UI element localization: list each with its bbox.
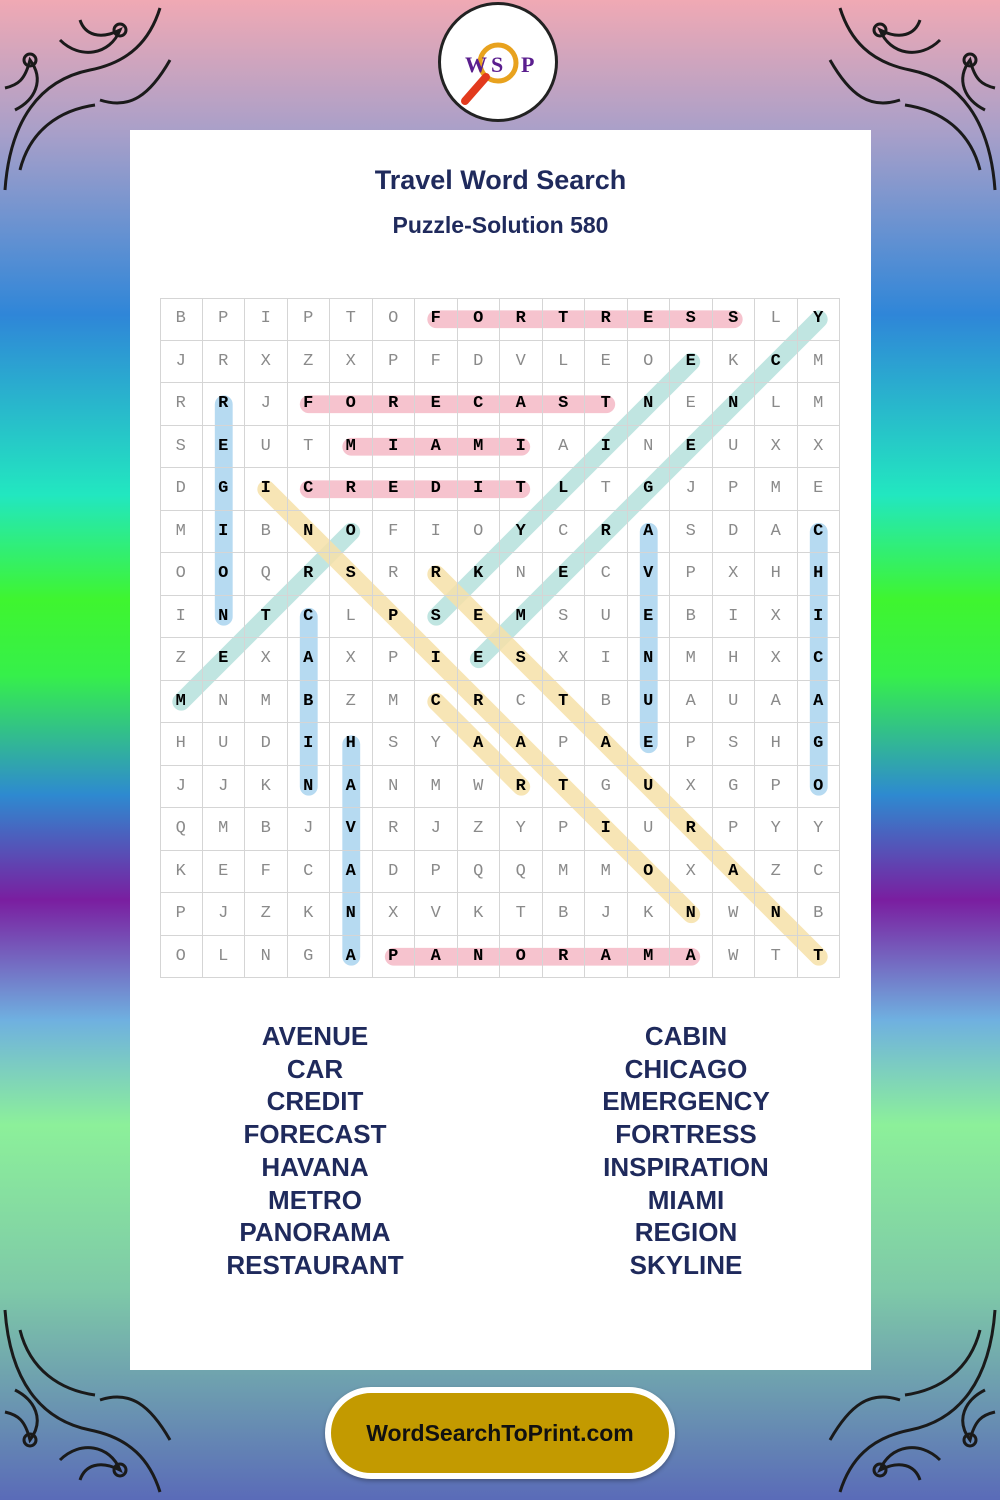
- grid-cell: A: [755, 511, 798, 554]
- grid-cell: C: [415, 681, 458, 724]
- word-list-item: INSPIRATION: [603, 1151, 769, 1182]
- grid-cell: F: [245, 851, 288, 894]
- word-list-item: CHICAGO: [624, 1053, 748, 1084]
- grid-cell: N: [373, 766, 416, 809]
- word-list-item: CAR: [286, 1053, 344, 1084]
- grid-cell: O: [330, 383, 373, 426]
- grid-cell: A: [330, 766, 373, 809]
- grid-cell: Q: [500, 851, 543, 894]
- grid-cell: U: [713, 426, 756, 469]
- grid-cell: M: [670, 638, 713, 681]
- grid-cell: S: [160, 426, 203, 469]
- grid-cell: C: [798, 511, 841, 554]
- grid-cell: J: [203, 893, 246, 936]
- grid-cell: S: [713, 298, 756, 341]
- grid-cell: I: [288, 723, 331, 766]
- grid-cell: I: [245, 468, 288, 511]
- word-list-item: FORECAST: [243, 1119, 387, 1150]
- grid-cell: A: [585, 723, 628, 766]
- grid-cell: E: [458, 596, 501, 639]
- grid-cell: X: [373, 893, 416, 936]
- grid-cell: K: [245, 766, 288, 809]
- grid-cell: K: [628, 893, 671, 936]
- grid-cell: M: [500, 596, 543, 639]
- grid-cell: J: [160, 766, 203, 809]
- grid-cell: K: [288, 893, 331, 936]
- grid-cell: O: [203, 553, 246, 596]
- grid-cell: E: [628, 723, 671, 766]
- grid-cell: M: [203, 808, 246, 851]
- grid-cell: P: [670, 553, 713, 596]
- grid-cell: R: [288, 553, 331, 596]
- grid-cell: N: [203, 596, 246, 639]
- word-list-item: PANORAMA: [239, 1217, 391, 1248]
- grid-cell: N: [670, 893, 713, 936]
- grid-cell: A: [500, 383, 543, 426]
- grid-cell: J: [288, 808, 331, 851]
- grid-cell: I: [458, 468, 501, 511]
- grid-cell: V: [415, 893, 458, 936]
- grid-cell: C: [755, 341, 798, 384]
- word-list-right: [501, 1020, 871, 1282]
- grid-cell: O: [160, 936, 203, 979]
- grid-cell: E: [203, 851, 246, 894]
- grid-cell: A: [415, 936, 458, 979]
- grid-cell: B: [585, 681, 628, 724]
- grid-cell: Q: [458, 851, 501, 894]
- grid-cell: X: [755, 596, 798, 639]
- grid-cell: R: [500, 298, 543, 341]
- grid-cell: C: [798, 851, 841, 894]
- grid-cell: U: [245, 426, 288, 469]
- grid-cell: B: [288, 681, 331, 724]
- grid-cell: E: [415, 383, 458, 426]
- grid-cell: R: [585, 511, 628, 554]
- grid-cell: E: [458, 638, 501, 681]
- grid-cell: S: [330, 553, 373, 596]
- grid-cell: C: [500, 681, 543, 724]
- magnifier-icon: [441, 5, 555, 119]
- grid-cell: U: [628, 808, 671, 851]
- grid-cell: Q: [245, 553, 288, 596]
- grid-cell: T: [585, 468, 628, 511]
- website-label: WordSearchToPrint.com: [366, 1419, 634, 1446]
- grid-cell: C: [288, 596, 331, 639]
- grid-cell: M: [330, 426, 373, 469]
- grid-cell: F: [288, 383, 331, 426]
- grid-cell: P: [543, 723, 586, 766]
- grid-cell: X: [755, 638, 798, 681]
- grid-cell: G: [203, 468, 246, 511]
- grid-cell: N: [330, 893, 373, 936]
- grid-cell: E: [628, 298, 671, 341]
- grid-cell: B: [245, 808, 288, 851]
- grid-cell: K: [160, 851, 203, 894]
- grid-cell: R: [373, 553, 416, 596]
- grid-cell: A: [798, 681, 841, 724]
- grid-cell: O: [628, 341, 671, 384]
- grid-cell: P: [713, 468, 756, 511]
- grid-cell: A: [500, 723, 543, 766]
- grid-cell: T: [500, 468, 543, 511]
- logo-letter-p: P: [521, 52, 535, 77]
- grid-cell: P: [373, 936, 416, 979]
- grid-cell: O: [160, 553, 203, 596]
- grid-cell: I: [415, 511, 458, 554]
- grid-cell: A: [713, 851, 756, 894]
- grid-cell: P: [203, 298, 246, 341]
- letter-grid: [160, 298, 840, 978]
- grid-cell: L: [755, 298, 798, 341]
- grid-cell: B: [543, 893, 586, 936]
- grid-cell: U: [628, 766, 671, 809]
- grid-cell: X: [670, 766, 713, 809]
- grid-cell: Y: [755, 808, 798, 851]
- grid-cell: T: [798, 936, 841, 979]
- grid-cell: S: [415, 596, 458, 639]
- grid-cell: H: [713, 638, 756, 681]
- grid-cell: A: [288, 638, 331, 681]
- grid-cell: G: [585, 766, 628, 809]
- grid-cell: M: [798, 383, 841, 426]
- grid-cell: O: [798, 766, 841, 809]
- grid-cell: O: [330, 511, 373, 554]
- grid-cell: D: [458, 341, 501, 384]
- logo-letter-s: S: [491, 52, 504, 77]
- grid-cell: Y: [798, 808, 841, 851]
- grid-cell: P: [288, 298, 331, 341]
- grid-cell: M: [245, 681, 288, 724]
- wsp-logo: [438, 2, 558, 122]
- grid-cell: M: [415, 766, 458, 809]
- grid-cell: C: [458, 383, 501, 426]
- word-list-item: CABIN: [644, 1021, 728, 1051]
- grid-cell: X: [755, 426, 798, 469]
- grid-cell: O: [458, 511, 501, 554]
- grid-cell: T: [755, 936, 798, 979]
- grid-cell: H: [160, 723, 203, 766]
- grid-cell: V: [500, 341, 543, 384]
- grid-cell: M: [160, 681, 203, 724]
- grid-cell: J: [245, 383, 288, 426]
- grid-cell: X: [245, 638, 288, 681]
- grid-cell: P: [670, 723, 713, 766]
- grid-cell: N: [713, 383, 756, 426]
- grid-cell: E: [628, 596, 671, 639]
- grid-cell: H: [755, 553, 798, 596]
- logo-letter-w: W: [465, 52, 487, 77]
- grid-cell: Z: [160, 638, 203, 681]
- grid-cell: I: [713, 596, 756, 639]
- grid-cell: H: [798, 553, 841, 596]
- grid-cell: P: [543, 808, 586, 851]
- grid-cell: T: [245, 596, 288, 639]
- grid-cell: O: [458, 298, 501, 341]
- grid-cell: R: [670, 808, 713, 851]
- grid-cell: N: [245, 936, 288, 979]
- grid-cell: F: [373, 511, 416, 554]
- grid-cell: X: [245, 341, 288, 384]
- grid-cell: Q: [160, 808, 203, 851]
- grid-cell: P: [373, 341, 416, 384]
- grid-cell: V: [628, 553, 671, 596]
- grid-cell: T: [500, 893, 543, 936]
- grid-cell: J: [670, 468, 713, 511]
- grid-cell: L: [203, 936, 246, 979]
- grid-cell: T: [543, 681, 586, 724]
- grid-cell: B: [160, 298, 203, 341]
- grid-cell: S: [670, 511, 713, 554]
- word-list-item: RESTAURANT: [226, 1249, 404, 1280]
- grid-cell: M: [798, 341, 841, 384]
- grid-cell: R: [458, 681, 501, 724]
- grid-cell: S: [670, 298, 713, 341]
- grid-cell: P: [755, 766, 798, 809]
- grid-cell: S: [373, 723, 416, 766]
- grid-cell: P: [713, 808, 756, 851]
- word-list-item: SKYLINE: [629, 1249, 743, 1280]
- grid-cell: X: [330, 638, 373, 681]
- grid-cell: S: [713, 723, 756, 766]
- grid-cell: S: [543, 383, 586, 426]
- grid-cell: M: [373, 681, 416, 724]
- grid-cell: E: [585, 341, 628, 384]
- grid-cell: E: [203, 426, 246, 469]
- grid-cell: I: [500, 426, 543, 469]
- website-button[interactable]: [325, 1387, 675, 1479]
- grid-cell: L: [543, 468, 586, 511]
- grid-cell: D: [373, 851, 416, 894]
- grid-cell: Z: [755, 851, 798, 894]
- word-list-item: REGION: [634, 1217, 738, 1248]
- grid-cell: Y: [500, 808, 543, 851]
- grid-cell: N: [628, 638, 671, 681]
- word-list-item: HAVANA: [261, 1151, 369, 1182]
- grid-cell: E: [670, 341, 713, 384]
- grid-cell: N: [628, 383, 671, 426]
- grid-cell: X: [713, 553, 756, 596]
- grid-cell: Y: [415, 723, 458, 766]
- grid-cell: D: [415, 468, 458, 511]
- grid-cell: C: [288, 468, 331, 511]
- grid-cell: B: [670, 596, 713, 639]
- grid-cell: G: [288, 936, 331, 979]
- grid-cell: P: [373, 638, 416, 681]
- grid-cell: U: [713, 681, 756, 724]
- grid-cell: T: [288, 426, 331, 469]
- grid-cell: G: [798, 723, 841, 766]
- grid-cell: T: [330, 298, 373, 341]
- grid-cell: M: [755, 468, 798, 511]
- grid-cell: A: [670, 936, 713, 979]
- grid-cell: A: [670, 681, 713, 724]
- grid-cell: X: [670, 851, 713, 894]
- grid-cell: K: [458, 893, 501, 936]
- grid-cell: R: [203, 341, 246, 384]
- grid-cell: L: [543, 341, 586, 384]
- grid-cell: N: [288, 766, 331, 809]
- grid-cell: A: [628, 511, 671, 554]
- grid-cell: R: [543, 936, 586, 979]
- grid-cell: M: [458, 426, 501, 469]
- grid-cell: P: [373, 596, 416, 639]
- grid-cell: W: [458, 766, 501, 809]
- grid-cell: C: [585, 553, 628, 596]
- grid-cell: M: [160, 511, 203, 554]
- grid-cell: M: [628, 936, 671, 979]
- grid-cell: U: [628, 681, 671, 724]
- grid-cell: J: [160, 341, 203, 384]
- grid-cell: S: [543, 596, 586, 639]
- grid-cell: S: [500, 638, 543, 681]
- grid-cell: I: [798, 596, 841, 639]
- grid-cell: R: [500, 766, 543, 809]
- grid-cell: X: [330, 341, 373, 384]
- word-list-item: METRO: [268, 1184, 362, 1215]
- word-list-item: EMERGENCY: [602, 1086, 770, 1117]
- grid-cell: N: [203, 681, 246, 724]
- grid-cell: Y: [798, 298, 841, 341]
- puzzle-card: [130, 130, 871, 1370]
- grid-cell: I: [585, 638, 628, 681]
- grid-cell: H: [755, 723, 798, 766]
- grid-cell: F: [415, 341, 458, 384]
- grid-cell: Z: [458, 808, 501, 851]
- grid-cell: M: [543, 851, 586, 894]
- grid-cell: T: [543, 298, 586, 341]
- grid-cell: Z: [330, 681, 373, 724]
- word-list-item: AVENUE: [261, 1021, 369, 1051]
- grid-cell: F: [415, 298, 458, 341]
- grid-cell: A: [330, 851, 373, 894]
- word-grid: [160, 298, 840, 978]
- grid-cell: R: [203, 383, 246, 426]
- grid-cell: K: [713, 341, 756, 384]
- grid-cell: D: [245, 723, 288, 766]
- grid-cell: T: [543, 766, 586, 809]
- grid-cell: E: [373, 468, 416, 511]
- grid-cell: R: [160, 383, 203, 426]
- grid-cell: E: [543, 553, 586, 596]
- grid-cell: P: [415, 851, 458, 894]
- grid-cell: N: [288, 511, 331, 554]
- grid-cell: U: [585, 596, 628, 639]
- grid-cell: W: [713, 936, 756, 979]
- grid-cell: J: [585, 893, 628, 936]
- grid-cell: E: [670, 426, 713, 469]
- grid-cell: L: [755, 383, 798, 426]
- grid-cell: P: [160, 893, 203, 936]
- grid-cell: Y: [500, 511, 543, 554]
- grid-cell: X: [798, 426, 841, 469]
- grid-cell: Z: [245, 893, 288, 936]
- grid-cell: W: [713, 893, 756, 936]
- grid-cell: C: [543, 511, 586, 554]
- grid-cell: G: [713, 766, 756, 809]
- grid-cell: I: [585, 426, 628, 469]
- grid-cell: N: [628, 426, 671, 469]
- grid-cell: R: [415, 553, 458, 596]
- grid-cell: V: [330, 808, 373, 851]
- grid-cell: I: [160, 596, 203, 639]
- grid-cell: N: [458, 936, 501, 979]
- grid-cell: I: [415, 638, 458, 681]
- grid-cell: N: [500, 553, 543, 596]
- word-list-item: MIAMI: [647, 1184, 725, 1215]
- grid-cell: M: [585, 851, 628, 894]
- grid-cell: O: [500, 936, 543, 979]
- grid-cell: N: [755, 893, 798, 936]
- grid-cell: E: [203, 638, 246, 681]
- grid-cell: I: [245, 298, 288, 341]
- grid-cell: T: [585, 383, 628, 426]
- grid-cell: O: [373, 298, 416, 341]
- grid-cell: R: [585, 298, 628, 341]
- grid-cell: B: [245, 511, 288, 554]
- grid-cell: O: [628, 851, 671, 894]
- page-title: Travel Word Search: [374, 165, 627, 195]
- grid-cell: H: [330, 723, 373, 766]
- grid-cell: A: [543, 426, 586, 469]
- grid-cell: E: [798, 468, 841, 511]
- grid-cell: E: [670, 383, 713, 426]
- grid-cell: R: [373, 808, 416, 851]
- word-list-item: FORTRESS: [615, 1119, 757, 1150]
- grid-cell: U: [203, 723, 246, 766]
- grid-cell: I: [373, 426, 416, 469]
- grid-cell: D: [713, 511, 756, 554]
- grid-cell: G: [628, 468, 671, 511]
- grid-cell: D: [160, 468, 203, 511]
- grid-cell: C: [288, 851, 331, 894]
- grid-cell: Z: [288, 341, 331, 384]
- grid-cell: L: [330, 596, 373, 639]
- grid-cell: K: [458, 553, 501, 596]
- grid-cell: C: [798, 638, 841, 681]
- word-list-item: CREDIT: [266, 1086, 364, 1117]
- grid-cell: R: [373, 383, 416, 426]
- grid-cell: A: [755, 681, 798, 724]
- grid-cell: A: [415, 426, 458, 469]
- grid-cell: X: [543, 638, 586, 681]
- grid-cell: I: [585, 808, 628, 851]
- grid-cell: I: [203, 511, 246, 554]
- word-list-left: [130, 1020, 500, 1282]
- grid-cell: B: [798, 893, 841, 936]
- grid-cell: J: [415, 808, 458, 851]
- grid-cell: A: [585, 936, 628, 979]
- grid-cell: A: [458, 723, 501, 766]
- grid-cell: A: [330, 936, 373, 979]
- page-subtitle: Puzzle-Solution 580: [392, 212, 609, 238]
- grid-cell: R: [330, 468, 373, 511]
- grid-cell: J: [203, 766, 246, 809]
